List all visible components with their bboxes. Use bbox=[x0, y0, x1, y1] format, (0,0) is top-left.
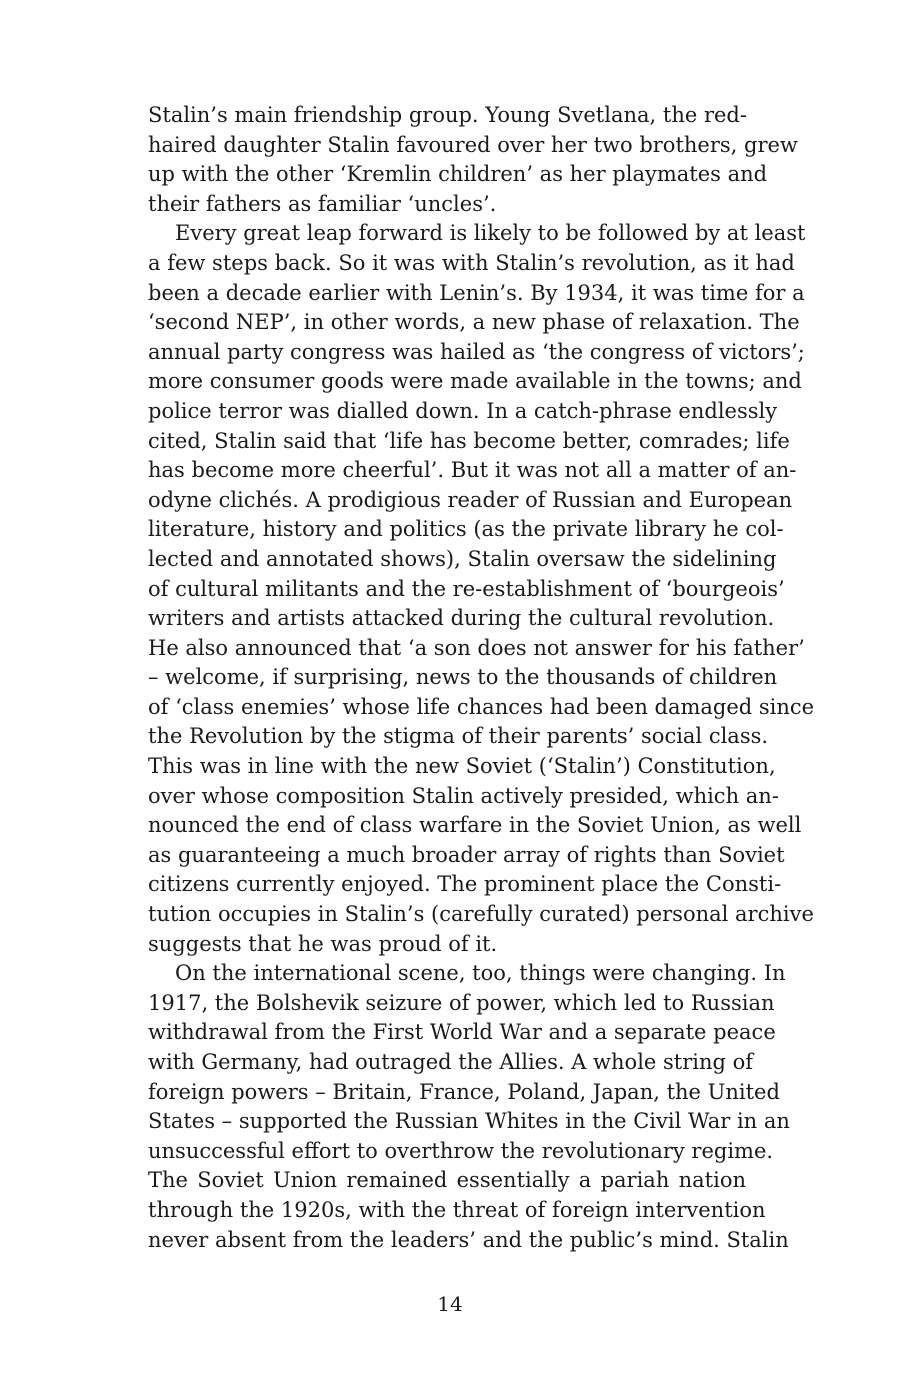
text-line: The Soviet Union remained essentially a pariah nation bbox=[148, 1168, 746, 1193]
text-line: unsuccessful effort to overthrow the revolutionary regime. bbox=[148, 1138, 774, 1163]
text-line: up with the other ‘Kremlin children’ as her playmates and bbox=[148, 162, 768, 187]
page-number: 14 bbox=[437, 1292, 463, 1316]
text-line: lected and annotated shows), Stalin oversaw the sidelining bbox=[148, 546, 777, 571]
text-line: the Revolution by the stigma of their parents’ social class. bbox=[148, 724, 769, 749]
text-line: States – supported the Russian Whites in the Civil War in an bbox=[148, 1109, 790, 1134]
text-line: Stalin’s main friendship group. Young Svetlana, the red- bbox=[148, 103, 747, 127]
text-line: He also announced that ‘a son does not answer for his father’ bbox=[148, 635, 805, 660]
text-line: has become more cheerful’. But it was not all a matter of an- bbox=[148, 458, 797, 483]
text-line: of ‘class enemies’ whose life chances had been damaged since bbox=[148, 694, 815, 719]
text-line: of cultural militants and the re-establishment of ‘bourgeois’ bbox=[148, 576, 785, 601]
text-line: literature, history and politics (as the private library he col- bbox=[148, 517, 784, 542]
text-line: police terror was dialled down. In a catch-phrase endlessly bbox=[148, 398, 778, 423]
paragraph bbox=[148, 219, 815, 959]
text-line: odyne clichés. A prodigious reader of Russian and European bbox=[148, 487, 793, 512]
text-line: This was in line with the new Soviet (‘Stalin’) Constitution, bbox=[148, 754, 776, 779]
text-line: over whose composition Stalin actively presided, which an- bbox=[148, 783, 779, 808]
text-line: as guaranteeing a much broader array of rights than Soviet bbox=[148, 842, 785, 867]
text-line: with Germany, had outraged the Allies. A whole string of bbox=[148, 1050, 754, 1074]
paragraph bbox=[148, 959, 790, 1255]
text-line: tution occupies in Stalin’s (carefully curated) personal archive bbox=[148, 902, 814, 927]
text-line: annual party congress was hailed as ‘the congress of victors’; bbox=[148, 339, 805, 364]
text-line: 1917, the Bolshevik seizure of power, which led to Russian bbox=[148, 990, 775, 1015]
text-line: never absent from the leaders’ and the public’s mind. Stalin bbox=[148, 1227, 789, 1252]
text-line: – welcome, if surprising, news to the thousands of children bbox=[148, 665, 778, 690]
text-line: withdrawal from the First World War and a separate peace bbox=[148, 1020, 776, 1045]
text-line: Every great leap forward is likely to be followed by at least bbox=[175, 221, 806, 246]
text-line: through the 1920s, with the threat of foreign intervention bbox=[148, 1197, 766, 1222]
text-line: On the international scene, too, things were changing. In bbox=[175, 961, 786, 986]
text-line: citizens currently enjoyed. The prominent place the Consti- bbox=[148, 872, 782, 897]
text-line: been a decade earlier with Lenin’s. By 1934, it was time for a bbox=[148, 280, 805, 305]
text-line: cited, Stalin said that ‘life has become better, comrades; life bbox=[148, 428, 790, 453]
text-line: suggests that he was proud of it. bbox=[148, 931, 498, 956]
text-line: foreign powers – Britain, France, Poland, Japan, the United bbox=[148, 1079, 780, 1104]
text-line: haired daughter Stalin favoured over her two brothers, grew bbox=[148, 132, 798, 157]
text-line: writers and artists attacked during the cultural revolution. bbox=[148, 606, 775, 631]
text-line: nounced the end of class warfare in the Soviet Union, as well bbox=[148, 813, 802, 838]
text-line: more consumer goods were made available in the towns; and bbox=[148, 369, 802, 394]
text-line: their fathers as familiar ‘uncles’. bbox=[148, 191, 497, 216]
body-text bbox=[148, 101, 815, 1255]
text-line: a few steps back. So it was with Stalin’s revolution, as it had bbox=[148, 250, 795, 275]
paragraph bbox=[148, 101, 798, 219]
text-line: ‘second NEP’, in other words, a new phase of relaxation. The bbox=[148, 310, 800, 335]
